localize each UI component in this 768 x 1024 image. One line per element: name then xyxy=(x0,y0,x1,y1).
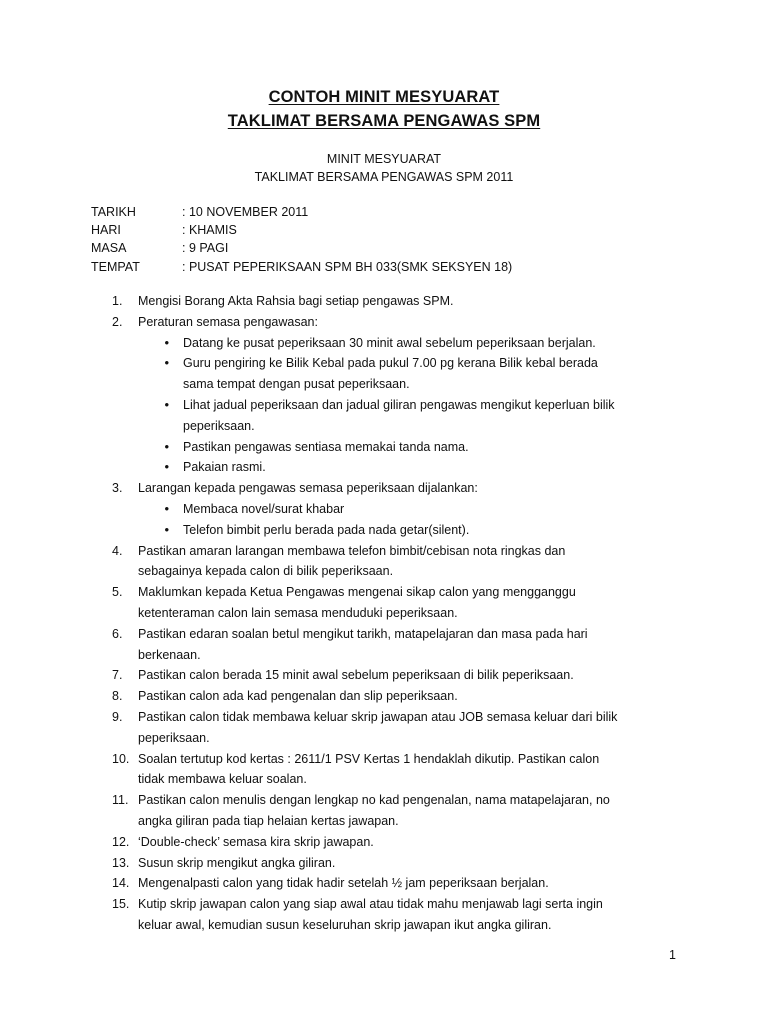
item-text: Larangan kepada pengawas semasa peperiksaan dijalankan: xyxy=(138,481,478,496)
meta-key: TEMPAT xyxy=(91,259,140,274)
bullet-item xyxy=(91,457,691,478)
list-item xyxy=(91,665,691,686)
item-text: keluar awal, kemudian susun keseluruhan skrip jawapan ikut angka giliran. xyxy=(138,917,552,932)
bullet-text: Pastikan pengawas sentiasa memakai tanda nama. xyxy=(183,439,469,454)
item-text: Soalan tertutup kod kertas : 2611/1 PSV Kertas 1 hendaklah dikutip. Pastikan calon xyxy=(138,751,600,766)
list-item xyxy=(91,478,691,499)
list-item xyxy=(91,894,691,936)
item-number: 3. xyxy=(112,481,123,496)
list-item xyxy=(91,873,691,894)
item-text: tidak membawa keluar soalan. xyxy=(138,772,307,787)
bullet-item xyxy=(91,395,691,437)
item-text: angka giliran pada tiap helaian kertas jawapan. xyxy=(138,813,399,828)
meta-value: : KHAMIS xyxy=(182,223,237,238)
item-number: 10. xyxy=(112,751,130,766)
item-number: 14. xyxy=(112,876,130,891)
meta-row-date xyxy=(91,203,512,221)
item-text: berkenaan. xyxy=(138,647,201,662)
bullet-icon: • xyxy=(164,500,169,516)
bullet-item xyxy=(91,437,691,458)
item-text: Pastikan calon berada 15 minit awal sebelum peperiksaan di bilik peperiksaan. xyxy=(138,668,574,683)
list-item xyxy=(91,707,691,749)
bullet-text: Lihat jadual peperiksaan dan jadual giliran pengawas mengikut keperluan bilik xyxy=(183,397,615,412)
item-number: 6. xyxy=(112,626,123,641)
bullet-icon: • xyxy=(164,396,169,412)
bullet-text: sama tempat dengan pusat peperiksaan. xyxy=(183,377,410,392)
document-title: CONTOH MINIT MESYUARAT xyxy=(268,88,500,106)
item-text: Pastikan amaran larangan membawa telefon bimbit/cebisan nota ringkas dan xyxy=(138,543,566,558)
list-item xyxy=(91,832,691,853)
bullet-text: peperiksaan. xyxy=(183,418,255,433)
item-text: Pastikan calon ada kad pengenalan dan slip peperiksaan. xyxy=(138,689,458,704)
page-number: 1 xyxy=(669,948,676,962)
list-item xyxy=(91,291,691,312)
document-subtitle: TAKLIMAT BERSAMA PENGAWAS SPM xyxy=(227,112,541,130)
meta-key: HARI xyxy=(91,223,121,238)
item-number: 5. xyxy=(112,585,123,600)
bullet-icon: • xyxy=(164,334,169,350)
bullet-item xyxy=(91,333,691,354)
item-number: 8. xyxy=(112,689,123,704)
bullet-icon: • xyxy=(164,355,169,371)
item-text: Kutip skrip jawapan calon yang siap awal atau tidak mahu menjawab lagi serta ingin xyxy=(138,897,603,912)
item-number: 2. xyxy=(112,314,123,329)
item-number: 1. xyxy=(112,294,123,308)
list-item xyxy=(91,624,691,666)
item-text: Susun skrip mengikut angka giliran. xyxy=(138,855,336,870)
meta-key: TARIKH xyxy=(91,205,136,219)
meta-value: : PUSAT PEPERIKSAAN SPM BH 033(SMK SEKSYEN 18) xyxy=(182,259,513,274)
bullet-text: Pakaian rasmi. xyxy=(183,460,266,475)
item-number: 15. xyxy=(112,897,130,912)
meta-row-time xyxy=(91,239,512,257)
item-text: sebagainya kepada calon di bilik peperiksaan. xyxy=(138,564,394,579)
item-text: Mengisi Borang Akta Rahsia bagi setiap pengawas SPM. xyxy=(138,294,454,308)
bullet-item xyxy=(91,499,691,520)
meta-key: MASA xyxy=(91,241,127,256)
item-number: 12. xyxy=(112,834,130,849)
meta-row-day xyxy=(91,221,512,239)
meta-value: : 9 PAGI xyxy=(182,241,229,256)
item-number: 13. xyxy=(112,855,130,870)
meta-row-venue xyxy=(91,258,512,276)
list-item xyxy=(91,790,691,832)
list-item xyxy=(91,749,691,791)
list-item xyxy=(91,853,691,874)
minutes-subheading: TAKLIMAT BERSAMA PENGAWAS SPM 2011 xyxy=(254,170,514,184)
meta-value: : 10 NOVEMBER 2011 xyxy=(182,205,309,219)
item-number: 4. xyxy=(112,543,123,558)
item-text: Pastikan edaran soalan betul mengikut tarikh, matapelajaran dan masa pada hari xyxy=(138,626,588,641)
item-text: Pastikan calon tidak membawa keluar skrip jawapan atau JOB semasa keluar dari bilik xyxy=(138,709,618,724)
bullet-icon: • xyxy=(164,521,169,537)
item-text: Peraturan semasa pengawasan: xyxy=(138,314,318,329)
item-number: 7. xyxy=(112,668,123,683)
item-number: 11. xyxy=(112,793,129,808)
list-item xyxy=(91,686,691,707)
meeting-details xyxy=(91,203,512,276)
bullet-text: Datang ke pusat peperiksaan 30 minit awal sebelum peperiksaan berjalan. xyxy=(183,335,596,350)
item-text: peperiksaan. xyxy=(138,730,210,745)
item-text: Maklumkan kepada Ketua Pengawas mengenai sikap calon yang mengganggu xyxy=(138,585,576,600)
list-item xyxy=(91,312,691,333)
item-text: Mengenalpasti calon yang tidak hadir setelah ½ jam peperiksaan berjalan. xyxy=(138,876,549,891)
bullet-text: Membaca novel/surat khabar xyxy=(183,501,345,516)
bullet-text: Telefon bimbit perlu berada pada nada getar(silent). xyxy=(183,522,470,537)
list-item xyxy=(91,541,691,583)
item-text: ‘Double-check’ semasa kira skrip jawapan. xyxy=(138,834,374,849)
bullet-item xyxy=(91,353,691,395)
bullet-list-regulations xyxy=(91,333,691,479)
item-number: 9. xyxy=(112,709,123,724)
item-text: ketenteraman calon lain semasa menduduki peperiksaan. xyxy=(138,605,458,620)
bullet-icon: • xyxy=(164,438,169,454)
item-text: Pastikan calon menulis dengan lengkap no kad pengenalan, nama matapelajaran, no xyxy=(138,793,610,808)
bullet-icon: • xyxy=(164,459,169,475)
minutes-list xyxy=(91,291,691,936)
bullet-list-prohibitions xyxy=(91,499,691,541)
bullet-text: Guru pengiring ke Bilik Kebal pada pukul 7.00 pg kerana Bilik kebal berada xyxy=(183,356,598,371)
bullet-item xyxy=(91,520,691,541)
list-item xyxy=(91,582,691,624)
minutes-heading: MINIT MESYUARAT xyxy=(326,152,442,166)
